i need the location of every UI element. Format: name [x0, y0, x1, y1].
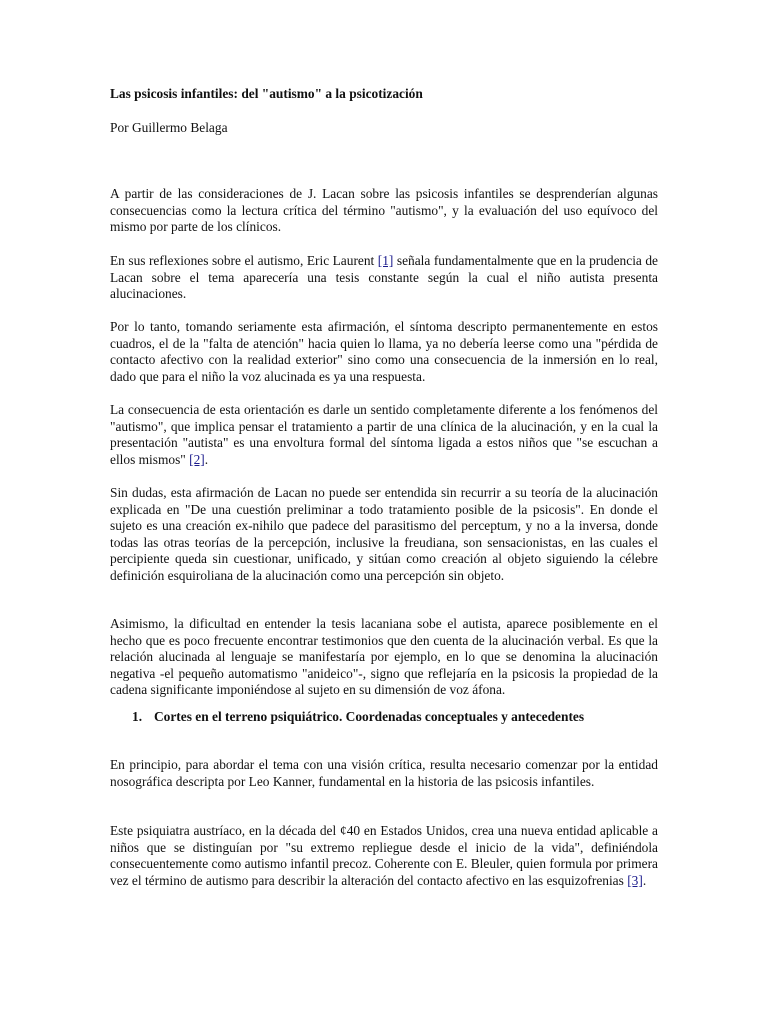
paragraph-6: Asimismo, la dificultad en entender la tesis lacaniana sobe el autista, aparece posiblemente en el hecho que es poco frecuente encontrar testimonios que den cuenta de la alucinación verbal. Es que la relación alucinada al lenguaje se manifestaría por ejemplo, en lo que se denomina la alucinación negativa -el pequeño automatismo "anideico"-, signo que reflejaría en la psicosis la propiedad de la cadena significante imponiéndose al sujeto en su dimensión de voz áfona.: [110, 616, 658, 698]
paragraph-4-text-b: .: [204, 451, 209, 467]
paragraph-3: Por lo tanto, tomando seriamente esta afirmación, el síntoma descripto permanentemente en estos cuadros, el de la "falta de atención" hacia quien lo llama, ya no debería leerse como una "pérdida de contacto afectivo con la realidad exterior" sino como una consecuencia de la inmersión en lo real, dado que para el niño la voz alucinada es ya una respuesta.: [110, 319, 658, 384]
paragraph-8: [110, 823, 658, 889]
paragraph-1: A partir de las consideraciones de J. Lacan sobre las psicosis infantiles se desprenderían algunas consecuencias como la lectura crítica del término "autismo", y la evaluación del uso equívoco del mismo por parte de los clínicos.: [110, 186, 658, 235]
paragraph-8-text-b: .: [642, 872, 647, 888]
paragraph-2: [110, 253, 658, 303]
footnote-link-3[interactable]: [3]: [627, 872, 643, 888]
paragraph-5: Sin dudas, esta afirmación de Lacan no puede ser entendida sin recurrir a su teoría de la alucinación explicada en "De una cuestión preliminar a todo tratamiento posible de la psicosis". En donde el sujeto es una creación ex-nihilo que padece del parasitismo del perceptum, y no a la inversa, donde todas las otras teorías de la percepción, inclusive la freudiana, son sensacionistas, en las cuales el percipiente queda sin cuestionar, unificado, y sitúan como creación al objeto siguiendo la célebre definición esquiroliana de la alucinación como una percepción sin objeto.: [110, 485, 658, 583]
footnote-link-1[interactable]: [1]: [377, 253, 394, 268]
paragraph-4: [110, 402, 658, 468]
paragraph-2-text-b: señala fundamentalmente que en la prudencia de Lacan sobre el tema aparecería una tesis constante según la cual el niño autista presenta alucinaciones.: [110, 253, 658, 302]
section-heading-text: Cortes en el terreno psiquiátrico. Coordenadas conceptuales y antecedentes: [154, 709, 585, 724]
author-line: Por Guillermo Belaga: [110, 120, 228, 135]
paragraph-2-text-a: En sus reflexiones sobre el autismo, Eric Laurent: [110, 253, 378, 268]
section-heading-1: [132, 709, 672, 726]
footnote-link-2[interactable]: [2]: [189, 451, 205, 467]
paragraph-7: En principio, para abordar el tema con una visión crítica, resulta necesario comenzar por la entidad nosográfica descripta por Leo Kanner, fundamental en la historia de las psicosis infantiles.: [110, 757, 658, 789]
paragraph-4-text-a: La consecuencia de esta orientación es darle un sentido completamente diferente a los fenómenos del "autismo", que implica pensar el tratamiento a partir de una clínica de la alucinación, y en la cual la presentación "autista" es una envoltura formal del síntoma ligada a estos niños que "se escuchan a ellos mismos": [110, 402, 658, 467]
paragraph-8-text-a: Este psiquiatra austríaco, en la década del ¢40 en Estados Unidos, crea una nueva entidad aplicable a niños que se distinguían por "su extremo repliegue desde el inicio de la vida", definiéndola consecuentemente como autismo infantil precoz. Coherente con E. Bleuler, quien formula por primera vez el término de autismo para describir la alteración del contacto afectivo en las esquizofrenias: [110, 823, 658, 888]
document-title: Las psicosis infantiles: del "autismo" a la psicotización: [110, 86, 423, 101]
section-heading-number: 1.: [132, 709, 143, 724]
